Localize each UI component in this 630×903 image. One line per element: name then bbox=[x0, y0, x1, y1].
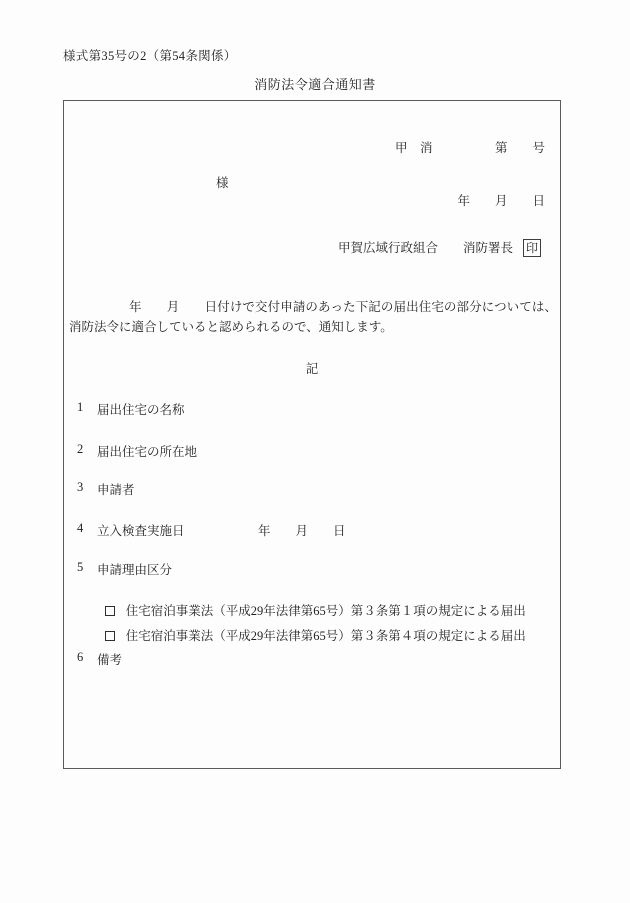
item-label: 備考 bbox=[97, 653, 123, 667]
inspection-date-placeholder: 年 月 日 bbox=[258, 524, 346, 538]
list-item-applicant bbox=[64, 480, 560, 496]
item-label: 申請理由区分 bbox=[97, 563, 173, 577]
addressee-suffix: 様 bbox=[216, 176, 229, 190]
issuer-name: 甲賀広域行政組合 消防署長 bbox=[338, 241, 514, 255]
checkbox-label: 住宅宿泊事業法（平成29年法律第65号）第３条第４項の規定による届出 bbox=[125, 629, 526, 643]
list-item-remarks bbox=[64, 650, 560, 666]
list-item-application-reason bbox=[64, 560, 560, 576]
form-number: 様式第35号の2（第54条関係） bbox=[63, 49, 237, 63]
checkbox-article3-paragraph4[interactable] bbox=[105, 631, 115, 641]
ki-heading: 記 bbox=[305, 362, 319, 376]
checkbox-row-article3-paragraph1 bbox=[86, 586, 526, 618]
form-border-box bbox=[63, 100, 561, 769]
checkbox-label: 住宅宿泊事業法（平成29年法律第65号）第３条第１項の規定による届出 bbox=[125, 604, 526, 618]
list-item-dwelling-name bbox=[64, 400, 560, 416]
item-number: 6 bbox=[77, 650, 84, 664]
issue-date-line: 年 月 日 bbox=[457, 193, 545, 208]
item-number: 3 bbox=[77, 480, 84, 494]
item-number: 4 bbox=[77, 521, 84, 535]
seal-placeholder: 印 bbox=[523, 239, 541, 257]
item-number: 2 bbox=[77, 442, 84, 456]
document-title: 消防法令適合通知書 bbox=[254, 77, 376, 92]
item-label: 届出住宅の所在地 bbox=[97, 445, 198, 459]
checkbox-row-article3-paragraph4 bbox=[86, 611, 526, 643]
item-number: 1 bbox=[77, 400, 84, 414]
issuer-signature bbox=[338, 238, 541, 257]
list-item-inspection-date bbox=[64, 521, 560, 537]
list-item-dwelling-location bbox=[64, 442, 560, 458]
item-label: 届出住宅の名称 bbox=[97, 403, 185, 417]
reference-number-block bbox=[395, 105, 545, 245]
item-number: 5 bbox=[77, 560, 84, 574]
item-label: 立入検査実施日 bbox=[97, 524, 185, 538]
reference-number-line: 甲 消 第 号 bbox=[394, 141, 545, 155]
item-label: 申請者 bbox=[97, 483, 135, 497]
notification-body-text: 年 月 日付けで交付申請のあった下記の届出住宅の部分については、消防法令に適合していると認められるので、通知します。 bbox=[69, 300, 557, 334]
